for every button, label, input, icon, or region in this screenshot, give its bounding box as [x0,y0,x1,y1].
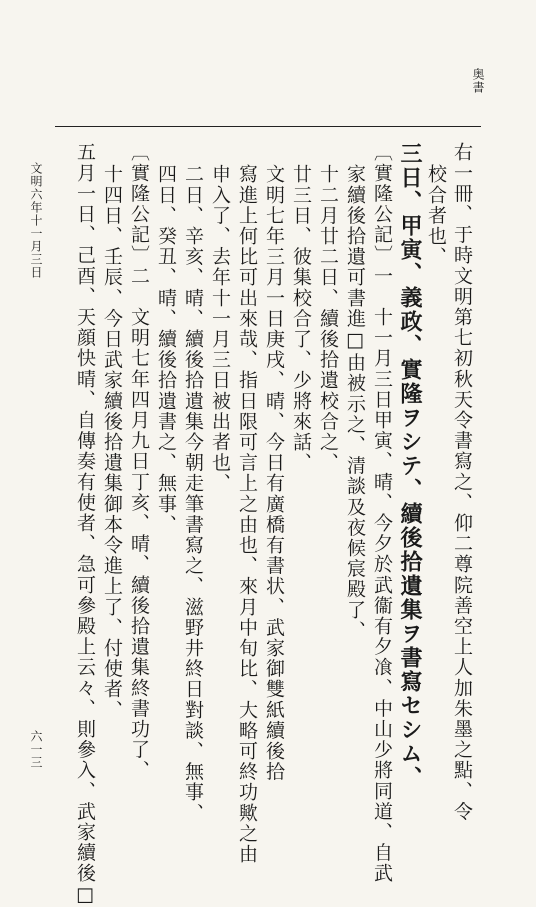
header-rule [55,126,481,127]
text-column-10: 申入了、去年十一月三日被出者也、 [209,164,231,494]
running-title: 奥書 [471,68,485,94]
text-column-5: 家續後拾遺可書進□由被示之、清談及夜候宸殿了、 [344,164,366,641]
text-column-13: 〔實隆公記〕二 文明七年四月九日丁亥、晴、續後拾遺集終書功了、 [128,142,150,781]
page-number: 六一三 [29,730,43,769]
text-column-12: 四日、癸丑、晴、續後拾遺書之、無事、 [155,164,177,535]
entry-heading: 三日、甲寅、義政、實隆ヲシテ、續後拾遺集ヲ書寫セシム、 [397,142,423,790]
text-column-15: 五月一日、己酉、天顔快晴、自傳奏有使者、急可參殿上云々、則參入、武家續後□ [74,142,96,907]
text-column-11: 二日、辛亥、晴、續後拾遺集今朝走筆書寫之、滋野井終日對談、無事、 [182,164,204,824]
text-column-1: 右一冊、于時文明第七初秋天令書寫之、仰二尊院善空上人加朱墨之點、令 [451,142,473,822]
text-column-4: 〔實隆公記〕一 十一月三日甲寅、晴、今夕於武衞有夕飡、中山少將同道、自武 [371,142,393,884]
text-column-7: 廿三日、彼集校合了、少將來話、 [290,164,312,473]
date-label: 文明六年十一月三日 [29,162,43,279]
text-column-9: 寫進上何比可出來哉、指日限可言上之由也、來月中旬比、大略可終功歟之由 [236,164,258,865]
text-column-8: 文明七年三月一日庚戌、晴、今日有廣橋有書状、武家御雙紙續後拾 [263,164,285,782]
text-column-6: 十二月廿二日、續後拾遺校合之、 [317,164,339,473]
text-column-14: 十四日、壬辰、今日武家續後拾遺集御本令進上了、付使者、 [101,164,123,721]
text-column-2: 校合者也、 [425,164,447,267]
